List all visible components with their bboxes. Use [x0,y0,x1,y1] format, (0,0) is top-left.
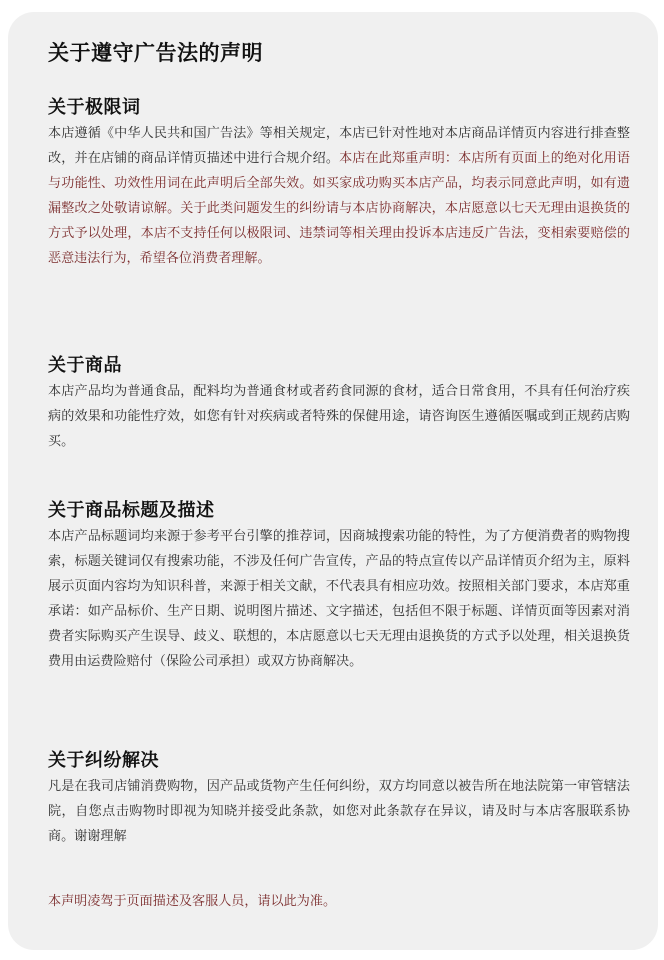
section-body-text: 本店遵循《中华人民共和国广告法》等相关规定，本店已针对性地对本店商品详情页内容进行排查整改，并在店铺的商品详情页描述中进行合规介绍。 [48,126,630,166]
footer-note: 本声明凌驾于页面描述及客服人员，请以此为准。 [48,894,337,909]
section-body: 凡是在我司店铺消费购物，因产品或货物产生任何纠纷，双方均同意以被告所在地法院第一审管辖法院，自您点击购物时即视为知晓并接受此条款，如您对此条款存在异议，请及时与本店客服联系协商。谢谢理解 [48,779,630,844]
statement-card [8,12,658,950]
section-title-description [48,497,630,674]
section-heading: 关于极限词 [48,97,141,118]
page-title: 关于遵守广告法的声明 [48,41,263,65]
section-body: 本店产品标题词均来源于参考平台引擎的推荐词，因商城搜索功能的特性，为了方便消费者的购物搜索，标题关键词仅有搜索功能，不涉及任何广告宣传，产品的特点宣传以产品详情页介绍为主，原料展示页面内容均为知识科普，来源于相关文献，不代表具有相应功效。按照相关部门要求，本店郑重承诺：如产品标价、生产日期、说明图片描述、文字描述，包括但不限于标题、详情页面等因素对消费者实际购买产生误导、歧义、联想的，本店愿意以七天无理由退换货的方式予以处理，相关退换货费用由运费险赔付（保险公司承担）或双方协商解决。 [48,529,630,669]
section-extreme-words [48,94,630,271]
section-heading: 关于商品 [48,355,122,376]
section-products [48,352,630,455]
section-body-highlight: 本店在此郑重声明：本店所有页面上的绝对化用语与功能性、功效性用词在此声明后全部失效。如买家成功购买本店产品，均表示同意此声明，如有遗漏整改之处敬请谅解。关于此类问题发生的纠纷请与本店协商解决，本店愿意以七天无理由退换货的方式予以处理，本店不支持任何以极限词、违禁词等相关理由投诉本店违反广告法，变相索要赔偿的恶意违法行为，希望各位消费者理解。 [48,150,631,266]
section-heading: 关于纠纷解决 [48,750,159,771]
section-heading: 关于商品标题及描述 [48,500,215,521]
section-dispute-resolution [48,747,630,850]
section-body: 本店产品均为普通食品，配料均为普通食材或者药食同源的食材，适合日常食用，不具有任何治疗疾病的效果和功能性疗效，如您有针对疾病或者特殊的保健用途，请咨询医生遵循医嘱或到正规药店购买。 [48,384,630,449]
section-body [48,122,630,271]
